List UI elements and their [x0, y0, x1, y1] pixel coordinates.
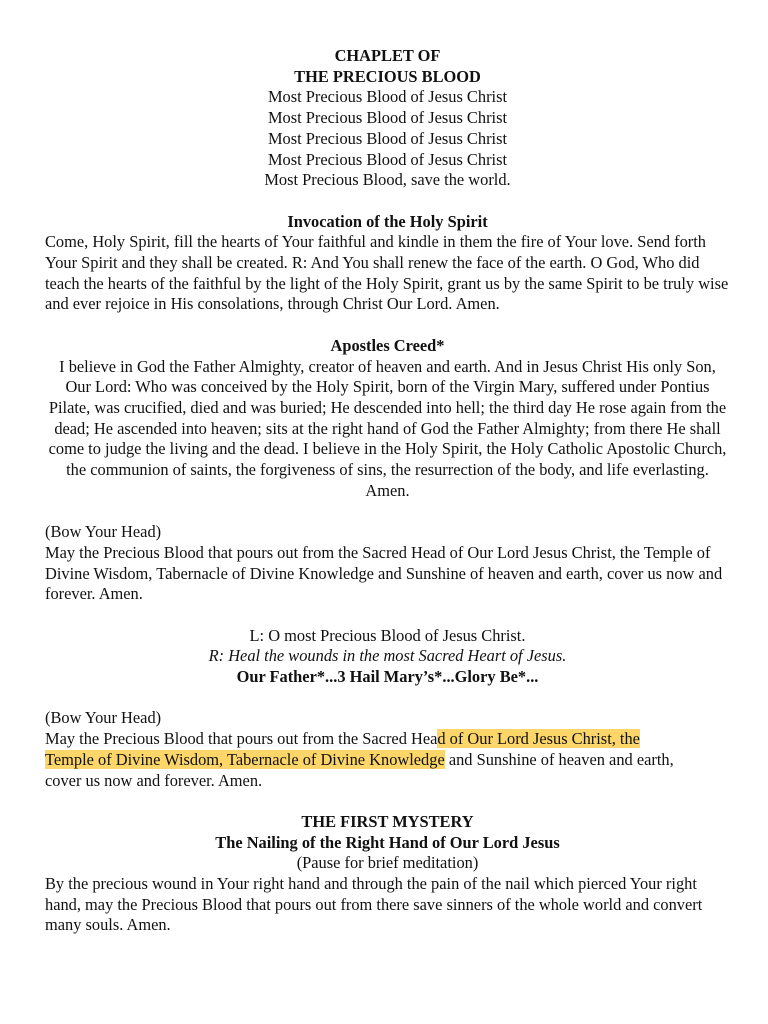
mystery-subheading: The Nailing of the Right Hand of Our Lord Jesus: [215, 832, 560, 852]
leader-line: L: O most Precious Blood of Jesus Christ.: [249, 625, 526, 645]
opening-line: Most Precious Blood, save the world.: [264, 170, 511, 190]
title-line-1: CHAPLET OF: [334, 46, 441, 65]
sacred-head-prayer-2-line-1: [45, 729, 730, 750]
spacer: [45, 688, 730, 709]
invocation-body: Come, Holy Spirit, fill the hearts of Your faithful and kindle in them the fire of Your love. Send forth Your Spirit and they shall be created. R: And You shall renew the face of the earth. O God, Who did teach the hearts of the faithful by the light of the Holy Spirit, grant us by the same Spirit to be truly wise and ever rejoice in His consolations, through Christ Our Lord. Amen.: [45, 232, 729, 314]
opening-line: Most Precious Blood of Jesus Christ: [267, 149, 508, 169]
invocation-heading: Invocation of the Holy Spirit: [287, 211, 488, 231]
prayer-text: and Sunshine of heaven and earth,: [444, 749, 674, 769]
creed-body: I believe in God the Father Almighty, creator of heaven and earth. And in Jesus Christ His only Son, Our Lord: Who was conceived by the Holy Spirit, born of the Virgin Mary, suffered under Pontius Pilate, was crucified, died and was buried; He descended into hell; the third day He rose again from the dead; He ascended into heaven; sits at the right hand of God the Father Almighty; from there He shall come to judge the living and the dead. I believe in the Holy Spirit, the Holy Catholic Apostolic Church, the communion of saints, the forgiveness of sins, the resurrection of the body, and life everlasting. Amen.: [48, 356, 727, 500]
opening-line: Most Precious Blood of Jesus Christ: [267, 108, 508, 128]
title-line-2: THE PRECIOUS BLOOD: [294, 66, 481, 86]
prayers-line: Our Father*...3 Hail Mary’s*...Glory Be*...: [236, 667, 539, 687]
spacer: [45, 791, 730, 812]
spacer: [45, 315, 730, 336]
highlighted-text[interactable]: d of Our Lord Jesus Christ, the: [437, 729, 640, 749]
spacer: [45, 501, 730, 522]
mystery-prayer: By the precious wound in Your right hand and through the pain of the nail which pierced Your right hand, may the Precious Blood that pours out from there save sinners of the whole world and convert many souls. Amen.: [45, 874, 703, 935]
meditation-pause: (Pause for brief meditation): [296, 853, 479, 873]
sacred-head-prayer: May the Precious Blood that pours out from the Sacred Head of Our Lord Jesus Christ, the Temple of Divine Wisdom, Tabernacle of Divine Knowledge and Sunshine of heaven and earth, cover us now and forever. Amen.: [45, 542, 723, 604]
highlighted-text[interactable]: Temple of Divine Wisdom, Tabernacle of Divine Knowledge: [45, 749, 445, 769]
mystery-heading: THE FIRST MYSTERY: [301, 811, 474, 831]
opening-line: Most Precious Blood of Jesus Christ: [267, 87, 508, 107]
bow-instruction: (Bow Your Head): [45, 522, 162, 542]
opening-line: Most Precious Blood of Jesus Christ: [267, 128, 508, 148]
prayer-text: May the Precious Blood that pours out from the Sacred Hea: [45, 729, 438, 749]
response-line: R: Heal the wounds in the most Sacred Heart of Jesus.: [208, 646, 567, 666]
sacred-head-prayer-2-line-2: [45, 750, 730, 771]
bow-instruction-2: (Bow Your Head): [45, 708, 162, 728]
spacer: [45, 191, 730, 212]
sacred-head-prayer-2-line-3: cover us now and forever. Amen.: [45, 770, 263, 790]
creed-heading: Apostles Creed*: [330, 335, 445, 355]
spacer: [45, 605, 730, 626]
